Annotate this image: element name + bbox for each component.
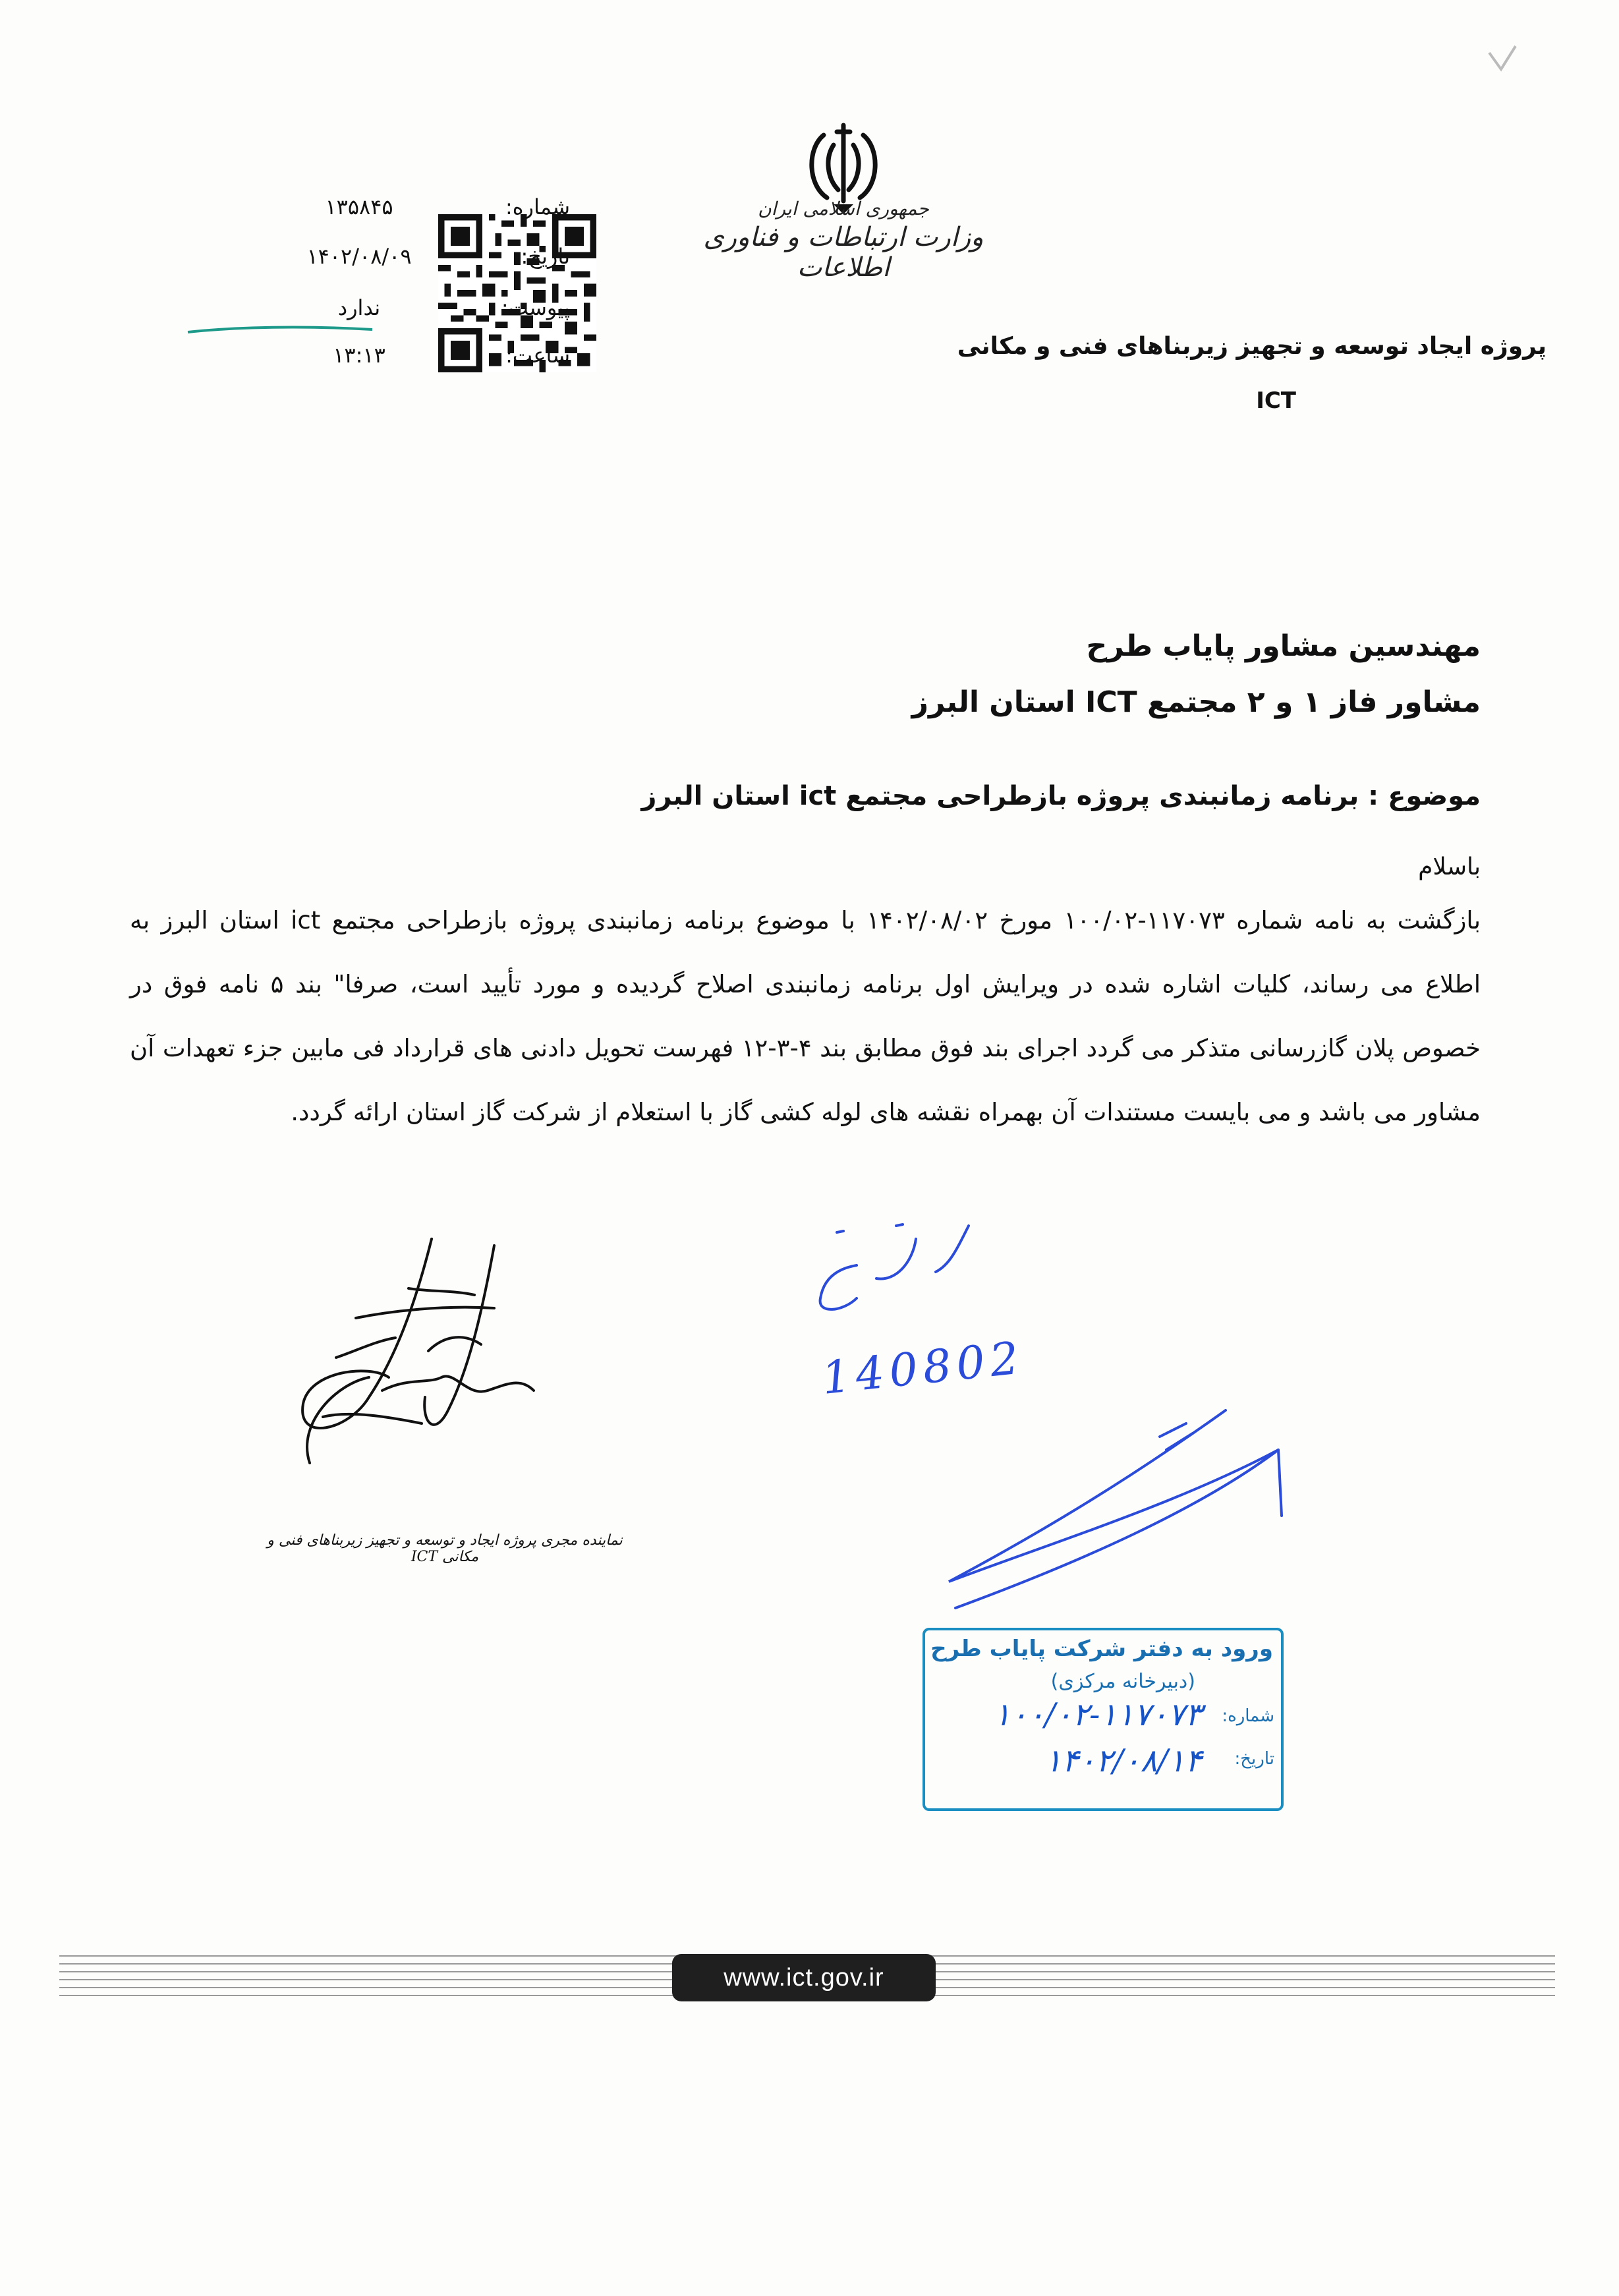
letter-attachment-label: پیوست: — [501, 295, 570, 320]
project-title: پروژه ایجاد توسعه و تجهیز زیربناهای فنی و مکانی — [957, 333, 1547, 360]
ministry-line2: وزارت ارتباطات و فناوری اطلاعات — [703, 222, 984, 283]
letter-number-row — [148, 194, 570, 231]
letter-time-label: ساعت: — [505, 343, 570, 368]
stamp-number-value: ۱۰۰/۰۲-۱۱۷۰۷۳ — [994, 1696, 1202, 1733]
signature-caption: نماینده مجری پروژه ایجاد و توسعه و تجهیز زیربناهای فنی و مکانی ICT — [267, 1532, 623, 1565]
letter-attachment-value: ندارد — [337, 295, 381, 320]
stamp-date-label: تاریخ: — [1234, 1749, 1274, 1769]
letter-time-value: ۱۳:۱۳ — [333, 343, 385, 368]
handwritten-note — [685, 1199, 1311, 1648]
project-subtitle: ICT — [1256, 387, 1296, 414]
addressee-line2: مشاور فاز ۱ و ۲ مجتمع ICT استان البرز — [911, 685, 1481, 719]
stamp-number-label: شماره: — [1222, 1706, 1274, 1726]
ministry-header — [698, 198, 988, 283]
website-link[interactable]: www.ict.gov.ir — [672, 1954, 936, 2001]
letter-number-label: شماره: — [505, 194, 570, 219]
letter-date-label: تاریخ: — [521, 244, 570, 269]
stamp-subtitle: (دبیرخانه مرکزی) — [1050, 1670, 1195, 1693]
stamp-title: ورود به دفتر شرکت پایاب طرح — [930, 1636, 1273, 1662]
letter-greeting: باسلام — [1418, 853, 1481, 880]
letter-date-value: ۱۴۰۲/۰۸/۰۹ — [306, 244, 412, 269]
letter-number-value: ۱۳۵۸۴۵ — [325, 194, 393, 219]
attachment-underline — [185, 323, 376, 336]
check-mark-icon — [1483, 40, 1522, 79]
stamp-date-value: ۱۴۰۲/۰۸/۱۴ — [1044, 1742, 1202, 1779]
handwritten-note-number: 140802 — [819, 1332, 1027, 1405]
letter-date-row — [148, 244, 570, 281]
letter-subject: موضوع : برنامه زمانبندی پروژه بازطراحی مجتمع ict استان البرز — [641, 781, 1481, 811]
letter-time-row — [148, 343, 570, 380]
signature-image — [257, 1226, 639, 1568]
letter-body: بازگشت به نامه شماره ۱۱۷۰۷۳-۱۰۰/۰۲ مورخ ۱۴۰۲/۰۸/۰۲ با موضوع برنامه زمانبندی پروژه بازطراحی مجتمع ict استان البرز به اطلاع می رساند، کلیات اشاره شده در ویرایش اول برنامه زمانبندی اصلاح گردیده و مورد تأیید است، صرفا" بند ۵ نامه فوق در خصوص پلان گازرسانی متذکر می گردد اجرای بند فوق مطابق بند ۴-۳-۱۲ فهرست تحویل دادنی های قرارداد فی مابین جزء تعهدات آن مشاور می باشد و می بایست مستندات آن بهمراه نقشه های لوله کشی گاز با استعلام از شرکت گاز استان ارائه گردد. — [130, 906, 1481, 1126]
receipt-stamp — [923, 1628, 1284, 1811]
addressee-line1: مهندسین مشاور پایاب طرح — [1086, 629, 1481, 663]
ministry-line1: جمهوری اسلامی ایران — [758, 198, 929, 219]
